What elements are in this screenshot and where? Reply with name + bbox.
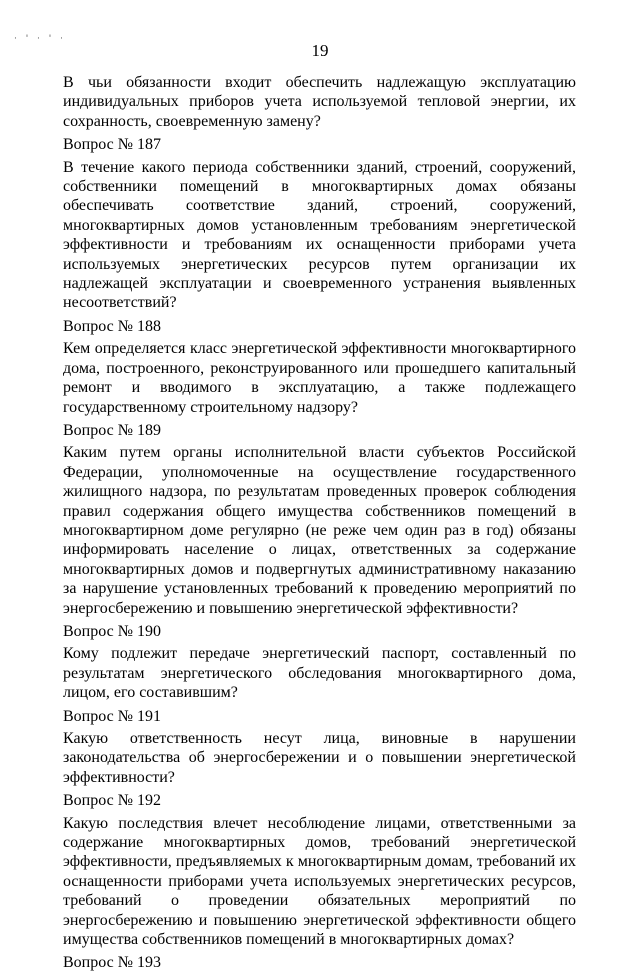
page-number: 19 xyxy=(311,41,329,60)
question-number-label: Вопрос № 190 xyxy=(63,622,161,640)
question-number-label: Вопрос № 193 xyxy=(63,954,161,972)
question-number-label: Вопрос № 192 xyxy=(63,792,161,810)
question-text: В чьи обязанности входит обеспечить надлежащую эксплуатацию индивидуальных приборов учета используемой тепловой энергии, их сохранность, своевременную замену? xyxy=(63,74,576,130)
scan-marks: · ' · ' · xyxy=(14,34,66,44)
question-number-label: Вопрос № 188 xyxy=(63,317,161,335)
question-text: Какую ответственность несут лица, виновные в нарушении законодательства об энергосбережении и о повышении энергетической эффективности? xyxy=(63,730,576,786)
question-text: Каким путем органы исполнительной власти субъектов Российской Федерации, уполномоченные на осуществление государственного жилищного надзора, по результатам проведенных проверок соблюдения правил содержания общего имущества собственников помещений в многоквартирном доме регулярно (не реже чем один раз в год) обязаны информировать население о лицах, ответственных за содержание многоквартирных домов и подвергнутых административному наказанию за нарушение установленных требований к проведению мероприятий по энергосбережению и повышению энергетической эффективности? xyxy=(63,444,576,617)
question-text: В течение какого периода собственники зданий, строений, сооружений, собственники помещений в многоквартирных домах обязаны обеспечивать соответствие зданий, строений, сооружений, многоквартирных домов установленным требованиям энергетической эффективности и требованиям их оснащенности приборами учета используемых энергетических ресурсов путем организации их надлежащей эксплуатации и своевременного устранения выявленных несоответствий? xyxy=(63,158,576,312)
question-number-label: Вопрос № 189 xyxy=(63,421,161,439)
question-text: Какую последствия влечет несоблюдение лицами, ответственными за содержание многоквартирных домов, требований энергетической эффективности, предъявляемых к многоквартирным домам, требований их оснащенности приборами учета используемых энергетических ресурсов, требований о проведении обязательных мероприятий по энергосбережению и повышению энергетической эффективности общего имущества собственников помещений в многоквартирных домах? xyxy=(63,814,576,949)
page-content xyxy=(63,73,576,976)
question-number-label: Вопрос № 187 xyxy=(63,136,161,154)
question-text: Кому подлежит передаче энергетический паспорт, составленный по результатам энергетического обследования многоквартирного дома, лицом, его составившим? xyxy=(63,645,576,702)
question-number-label: Вопрос № 191 xyxy=(63,707,161,725)
question-text: Кем определяется класс энергетической эффективности многоквартирного дома, построенного, реконструированного или прошедшего капитальный ремонт и вводимого в эксплуатацию, а также подлежащего государственному строительному надзору? xyxy=(63,340,576,416)
